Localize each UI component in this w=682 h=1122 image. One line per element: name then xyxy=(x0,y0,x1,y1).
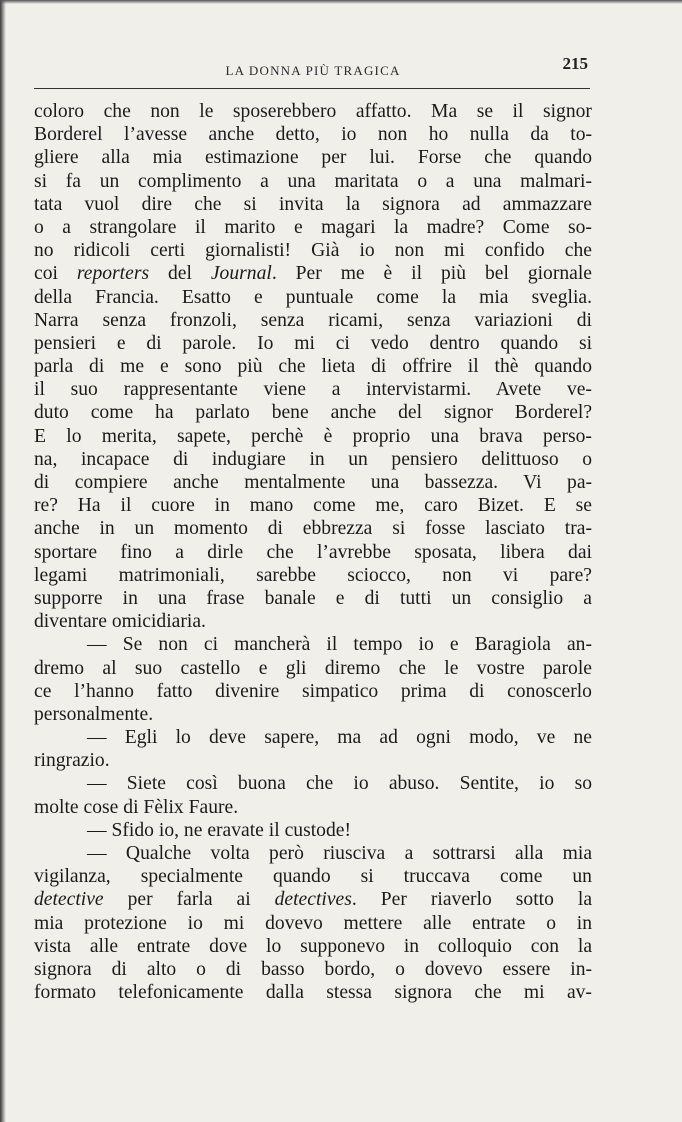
header-rule xyxy=(34,88,590,89)
text-line: re? Ha il cuore in mano come me, caro Bizet. E se xyxy=(34,495,592,517)
text-line: di compiere anche mentalmente una bassezza. Vi pa- xyxy=(34,472,593,493)
page-header xyxy=(34,54,592,88)
text-line: dremo al suo castello e gli diremo che le vostre parole xyxy=(34,657,592,679)
text-line: pensieri e di parole. Io mi ci vedo dentro quando si xyxy=(34,332,593,354)
text-line: duto come ha parlato bene anche del signor Borderel? xyxy=(34,402,593,424)
text-line: si fa un complimento a una maritata o a una malmari- xyxy=(34,170,592,192)
text-line: Borderel l’avesse anche detto, io non ho nulla da to- xyxy=(34,124,593,146)
text-line: o a strangolare il marito e magari la madre? Come so- xyxy=(34,216,592,238)
text-line: ringrazio. xyxy=(34,750,110,772)
text-line: parla di me e sono più che lieta di offrire il thè quando xyxy=(34,356,593,378)
text-line: il suo rappresentante viene a intervistarmi. Avete ve- xyxy=(34,379,592,401)
page-edge-shadow xyxy=(0,0,6,1122)
text-line: mia protezione io mi dovevo mettere alle entrate o in xyxy=(34,912,592,934)
text-line: molte cose di Fèlix Faure. xyxy=(34,796,239,818)
text-line: coi reporters del Journal. Per me è il più bel giornale xyxy=(34,263,593,285)
text-line: formato telefonicamente dalla stessa signora che mi av- xyxy=(34,982,592,1004)
text-line: — Qualche volta però riusciva a sottrarsi alla mia xyxy=(87,843,593,864)
text-line: Narra senza fronzoli, senza ricami, senza variazioni di xyxy=(34,309,592,331)
page-top-shadow xyxy=(0,0,682,4)
text-line: vigilanza, specialmente quando si truccava come un xyxy=(34,866,592,888)
text-line: della Francia. Esatto e puntuale come la mia sveglia. xyxy=(34,286,593,308)
text-line: signora di alto o di basso bordo, o dovevo essere in- xyxy=(34,958,593,980)
text-line: supporre in una frase banale e di tutti un consiglio a xyxy=(34,587,592,609)
running-title: LA DONNA PIÙ TRAGICA xyxy=(225,63,401,78)
text-line: personalmente. xyxy=(34,703,154,725)
body-text xyxy=(34,100,592,1004)
text-line: vista alle entrate dove lo supponevo in colloquio con la xyxy=(34,935,593,957)
text-line: — Siete così buona che io abuso. Sentite, io so xyxy=(87,773,593,795)
text-line: detective per farla ai detectives. Per riaverlo sotto la xyxy=(34,889,593,911)
text-line: gliere alla mia estimazione per lui. Forse che quando xyxy=(34,147,593,169)
text-line: — Egli lo deve sapere, ma ad ogni modo, ve ne xyxy=(87,727,592,749)
page-number: 215 xyxy=(562,54,588,73)
text-line: coloro che non le sposerebbero affatto. Ma se il signor xyxy=(34,101,592,122)
text-line: — Se non ci mancherà il tempo io e Baragiola an- xyxy=(87,634,592,656)
text-line: na, incapace di indugiare in un pensiero delittuoso o xyxy=(34,448,593,470)
text-line: diventare omicidiaria. xyxy=(34,611,206,633)
text-line: ce l’hanno fatto divenire simpatico prima di conoscerlo xyxy=(34,680,592,702)
text-line: no ridicoli certi giornalisti! Già io non mi confido che xyxy=(34,240,592,262)
text-line: — Sfido io, ne eravate il custode! xyxy=(87,819,351,841)
text-line: E lo merita, sapete, perchè è proprio una brava perso- xyxy=(34,425,592,447)
text-line: anche in un momento di ebbrezza si fosse lasciato tra- xyxy=(34,518,592,540)
text-line: legami matrimoniali, sarebbe sciocco, non vi pare? xyxy=(34,564,592,586)
text-line: tata vuol dire che si invita la signora ad ammazzare xyxy=(34,193,592,215)
text-line: sportare fino a dirle che l’avrebbe sposata, libera dai xyxy=(34,541,592,563)
